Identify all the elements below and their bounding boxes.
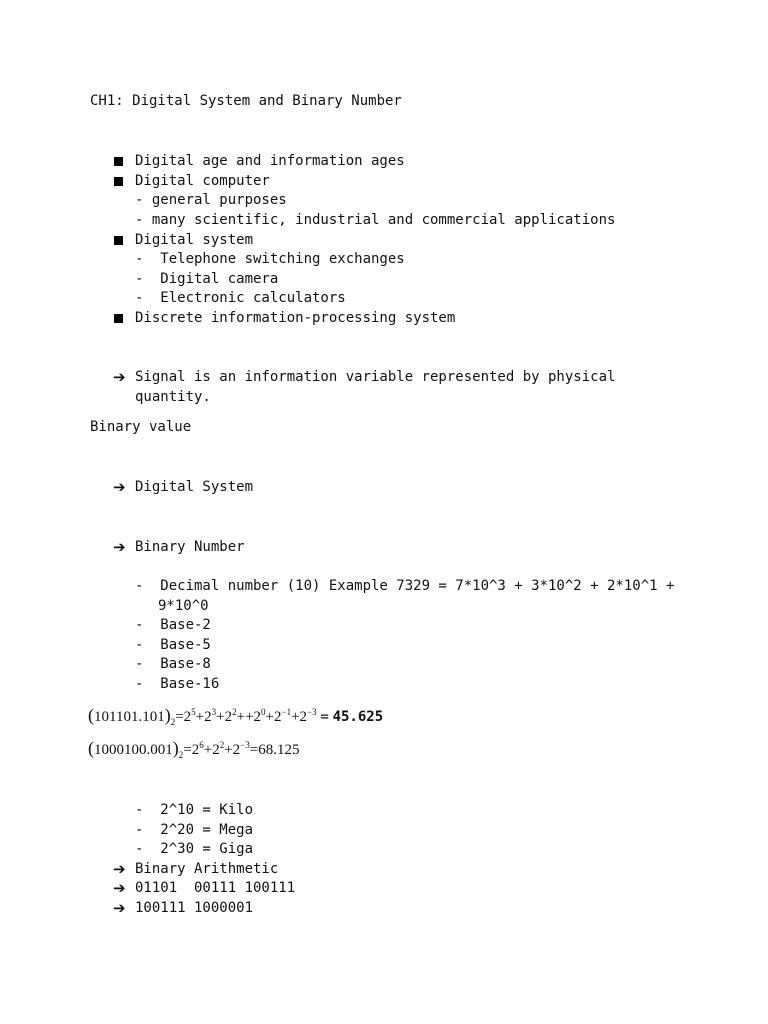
eq1-lhs: 101101.101 xyxy=(94,709,165,725)
binary-arithmetic-item: Binary Arithmetic xyxy=(135,861,279,877)
unit-item: - 2^20 = Mega xyxy=(135,822,254,838)
digital-system-item: Digital System xyxy=(135,479,254,495)
eq1-base: 2 xyxy=(170,717,176,727)
square-bullet-icon xyxy=(114,314,123,323)
arrow-bullet-icon: ➔ xyxy=(113,478,126,496)
arrow-bullet-icon: ➔ xyxy=(113,879,126,897)
base-item: - Base-8 xyxy=(135,656,211,672)
arrow-bullet-icon: ➔ xyxy=(113,538,126,556)
sub-camera: - Digital camera xyxy=(135,271,279,287)
square-bullet-icon xyxy=(114,177,123,186)
arrow-bullet-icon: ➔ xyxy=(113,860,126,878)
arithmetic-line-2: 01101 00111 100111 xyxy=(135,880,296,896)
bullet-discrete: Discrete information-processing system xyxy=(135,310,456,326)
binary-number-item: Binary Number xyxy=(135,539,245,555)
signal-line-2: quantity. xyxy=(135,389,211,405)
decimal-line-2: 9*10^0 xyxy=(158,598,209,614)
square-bullet-icon xyxy=(114,157,123,166)
binary-value-heading: Binary value xyxy=(90,419,192,435)
eq1-result: 45.625 xyxy=(332,709,384,725)
sub-calculators: - Electronic calculators xyxy=(135,290,346,306)
base-item: - Base-16 xyxy=(135,676,220,692)
page-title: CH1: Digital System and Binary Number xyxy=(90,93,402,109)
arithmetic-line-3: 100111 1000001 xyxy=(135,900,254,916)
signal-line-1: Signal is an information variable represented by physical xyxy=(135,369,616,385)
sub-general-purposes: - general purposes xyxy=(135,192,287,208)
sub-telephone: - Telephone switching exchanges xyxy=(135,251,405,267)
eq2-lhs: 1000100.001 xyxy=(94,742,173,758)
arrow-bullet-icon: ➔ xyxy=(113,368,126,386)
unit-item: - 2^10 = Kilo xyxy=(135,802,254,818)
equation-binary-68: $(1000100.001)_2=2^6+2^2+2^{-3}=68.125$ xyxy=(88,738,300,760)
unit-item: - 2^30 = Giga xyxy=(135,841,254,857)
eq1-equals: = xyxy=(320,709,329,725)
bullet-digital-computer: Digital computer xyxy=(135,173,270,189)
bullet-digital-age: Digital age and information ages xyxy=(135,153,405,169)
bullet-digital-system: Digital system xyxy=(135,232,254,248)
base-item: - Base-5 xyxy=(135,637,211,653)
sub-applications: - many scientific, industrial and commercial applications xyxy=(135,212,616,228)
arrow-bullet-icon: ➔ xyxy=(113,899,126,917)
decimal-line-1: - Decimal number (10) Example 7329 = 7*10^3 + 3*10^2 + 2*10^1 + xyxy=(135,578,675,594)
eq2-result: 68.125 xyxy=(258,742,300,758)
equation-binary-45: $(101101.101)_2=2^5+2^3+2^2++2^0+2^{-1}+2^{-3} = 45.625$ xyxy=(88,705,384,727)
base-item: - Base-2 xyxy=(135,617,211,633)
eq2-base: 2 xyxy=(178,750,184,760)
square-bullet-icon xyxy=(114,236,123,245)
